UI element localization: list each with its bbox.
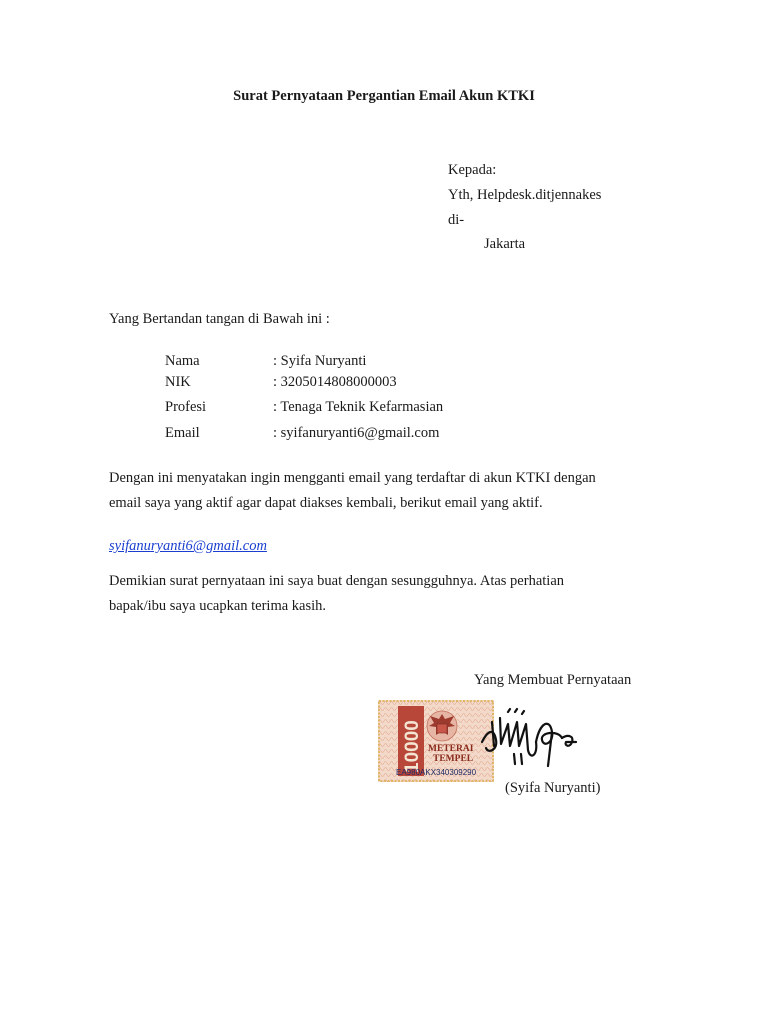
recipient-line-2: Yth, Helpdesk.ditjennakes (448, 187, 602, 203)
letter-title: Surat Pernyataan Pergantian Email Akun KTKI (233, 88, 535, 104)
signature-icon (478, 702, 582, 780)
field-value-email: : syifanuryanti6@gmail.com (273, 425, 440, 441)
field-value-profesi: : Tenaga Teknik Kefarmasian (273, 399, 444, 415)
statement-line-2: email saya yang aktif agar dapat diakses kembali, berikut email yang aktif. (109, 495, 543, 511)
intro-text: Yang Bertandan tangan di Bawah ini : (109, 311, 330, 327)
recipient-line-1: Kepada: (448, 162, 497, 178)
closing-line-2: bapak/ibu saya ucapkan terima kasih. (109, 598, 327, 614)
signoff-text: Yang Membuat Pernyataan (474, 672, 632, 688)
stamp-value: 10000 (402, 720, 423, 773)
garuda-emblem-icon (427, 711, 457, 741)
recipient-line-3: di- (448, 212, 465, 228)
field-label-profesi: Profesi (165, 399, 207, 415)
new-email-link[interactable]: syifanuryanti6@gmail.com (109, 538, 267, 554)
recipient-line-4: Jakarta (484, 236, 526, 252)
field-value-nik: : 3205014808000003 (273, 374, 397, 390)
stamp-caption-2: TEMPEL (433, 754, 474, 764)
field-label-nik: NIK (165, 374, 191, 390)
field-label-email: Email (165, 425, 200, 441)
stamp-serial: EA980AKX340309290 (396, 768, 477, 777)
closing-line-1: Demikian surat pernyataan ini saya buat dengan sesungguhnya. Atas perhatian (109, 573, 565, 589)
field-label-nama: Nama (165, 353, 200, 369)
signer-name: (Syifa Nuryanti) (505, 780, 601, 796)
meterai-stamp-icon (378, 700, 494, 782)
field-value-nama: : Syifa Nuryanti (273, 353, 367, 369)
stamp-caption-1: METERAI (428, 744, 474, 754)
statement-line-1: Dengan ini menyatakan ingin mengganti email yang terdaftar di akun KTKI dengan (109, 470, 596, 486)
